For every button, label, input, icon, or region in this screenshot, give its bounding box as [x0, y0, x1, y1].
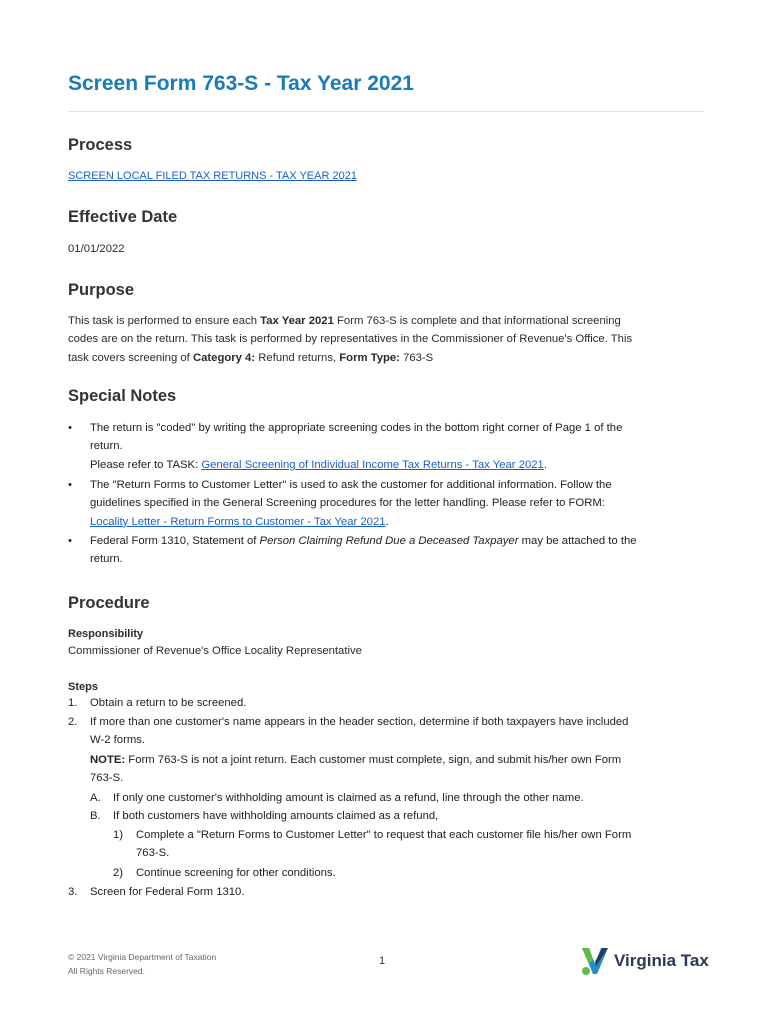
substep-b-2: Continue screening for other conditions. — [136, 867, 336, 879]
responsibility-label: Responsibility — [68, 628, 144, 640]
effective-date-heading: Effective Date — [68, 208, 178, 226]
purpose-heading: Purpose — [68, 281, 135, 299]
virginia-tax-logo-icon — [580, 944, 610, 978]
bullet-icon: • — [68, 422, 72, 434]
step-number: 3. — [68, 886, 78, 898]
step-number: 1. — [68, 697, 78, 709]
substep-number: 2) — [113, 867, 124, 879]
step-2-note: NOTE: Form 763-S is not a joint return. Each customer must complete, sign, and submit his/her own Form 763-S. — [90, 754, 622, 785]
bullet-icon: • — [68, 479, 72, 491]
page-number: 1 — [379, 955, 386, 967]
step-1: Obtain a return to be screened. — [90, 697, 247, 709]
title-divider — [68, 111, 704, 112]
virginia-tax-logo-text: Virginia Tax — [614, 951, 709, 970]
procedure-heading: Procedure — [68, 594, 150, 612]
page-title: Screen Form 763-S - Tax Year 2021 — [68, 72, 414, 95]
footer-copyright: © 2021 Virginia Department of Taxation All Rights Reserved. — [68, 952, 217, 976]
process-heading: Process — [68, 136, 133, 154]
effective-date-value: 01/01/2022 — [68, 243, 125, 255]
process-link[interactable]: SCREEN LOCAL FILED TAX RETURNS - TAX YEAR 2021 — [68, 170, 357, 182]
substep-b-1: Complete a "Return Forms to Customer Letter" to request that each customer file his/her own Form 763-S. — [136, 829, 632, 860]
step-2: If more than one customer's name appears in the header section, determine if both taxpayers have included W-2 forms. — [90, 716, 629, 747]
substep-letter: A. — [90, 792, 101, 804]
step-3: Screen for Federal Form 1310. — [90, 886, 245, 898]
note-item-3: • Federal Form 1310, Statement of Person Claiming Refund Due a Deceased Taxpayer may be attached to the return. — [68, 532, 704, 572]
note-item-2: • The "Return Forms to Customer Letter" is used to ask the customer for additional information. Follow the guidelines specified in the General Screening procedures for the letter handling. Please refer to FORM: Locality Letter - Return Forms to Customer - Tax Year 2021. — [68, 476, 704, 534]
locality-letter-link[interactable]: Locality Letter - Return Forms to Customer - Tax Year 2021 — [90, 515, 386, 528]
special-notes-heading: Special Notes — [68, 387, 177, 405]
responsibility-value: Commissioner of Revenue's Office Locality Representative — [68, 645, 362, 657]
step-number: 2. — [68, 716, 78, 728]
steps-label: Steps — [68, 681, 98, 693]
substep-letter: B. — [90, 810, 101, 822]
substep-b: If both customers have withholding amounts claimed as a refund, — [113, 810, 439, 822]
purpose-text: This task is performed to ensure each Tax Year 2021 Form 763-S is complete and that informational screening codes are on the return. This task is performed by representatives in the Commissioner of Revenue's Office. This task covers screening of Category 4: Refund returns, Form Type: 763-S — [68, 315, 633, 364]
general-screening-link[interactable]: General Screening of Individual Income Tax Returns - Tax Year 2021 — [201, 458, 544, 471]
virginia-tax-logo — [580, 944, 709, 978]
substep-a: If only one customer's withholding amount is claimed as a refund, line through the other name. — [113, 792, 584, 804]
note-item-1: • The return is "coded" by writing the appropriate screening codes in the bottom right corner of Page 1 of the return. Please refer to TASK: General Screening of Individual Income Tax Returns - Tax Year 2021. — [68, 419, 704, 477]
substep-number: 1) — [113, 829, 124, 841]
bullet-icon: • — [68, 535, 72, 547]
